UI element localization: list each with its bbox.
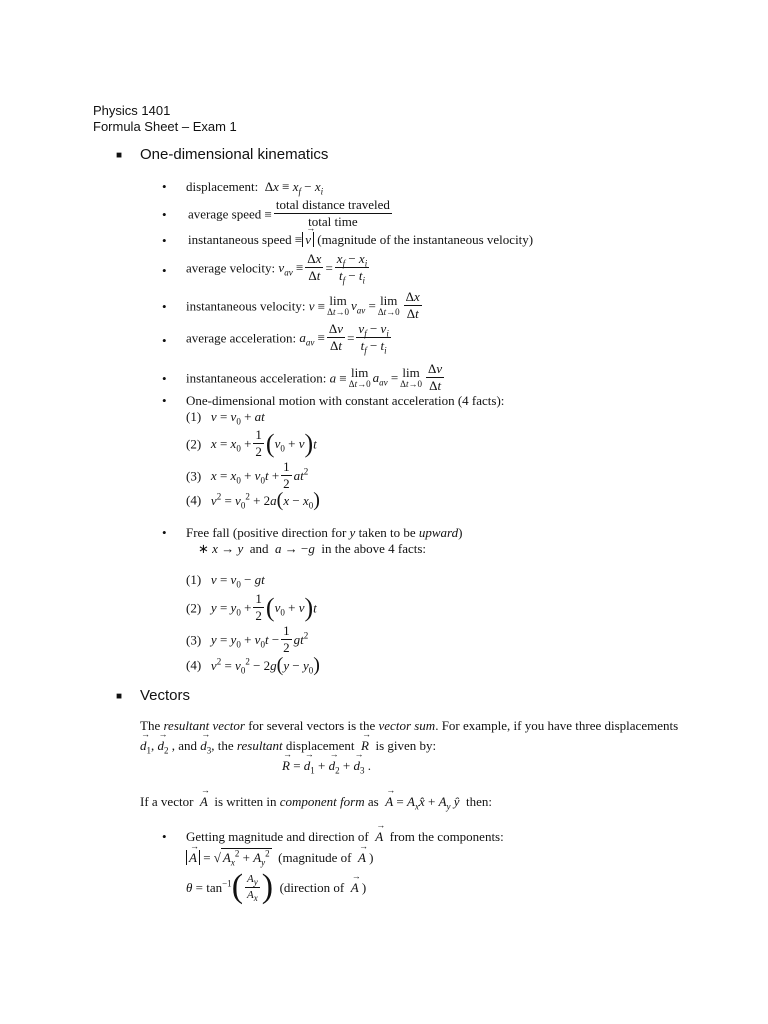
section-bullet-icon: ■ — [116, 691, 123, 702]
freefall-equation-1: (1) $v = v_0$ − gt — [186, 572, 265, 590]
vectors-paragraph-line-1 — [140, 719, 678, 732]
bullet-dot-icon: • — [162, 393, 167, 408]
equation-4: (4) $v^2 = v_0^2 + 2a(x - x_0)$ — [186, 489, 320, 511]
text: then: — [466, 794, 493, 809]
bullet-dot-icon: • — [162, 371, 167, 386]
numerator: total distance traveled — [274, 198, 392, 214]
eq-number: (3) — [186, 468, 202, 484]
denominator: total time — [308, 214, 358, 230]
emphasis: component form — [279, 794, 365, 809]
magnitude-direction-heading: Getting magnitude and direction of → A from the components: — [186, 830, 504, 843]
component-form-line: If a vector → A is written in component form as → $A = A_xx̂ + A_y$ ŷ then: — [140, 795, 492, 808]
text: (direction of — [279, 879, 345, 895]
sheet-subtitle: Formula Sheet – Exam 1 — [93, 119, 237, 134]
text: . For example, if you have three displacements — [435, 718, 679, 733]
label: average speed ≡ — [188, 206, 272, 222]
text: for several vectors is the — [244, 718, 379, 733]
eq-number: (2) — [186, 436, 202, 452]
note: (magnitude of the instantaneous velocity) — [317, 232, 534, 247]
emphasis: vector sum — [378, 718, 436, 733]
eq-number: (2) — [186, 600, 202, 616]
freefall-equation-3: (3) $y = y_0 + v_0t$ − $\frac{1}{2}$ $gt^2$ — [186, 623, 309, 656]
bullet-dot-icon: • — [162, 179, 167, 194]
direction-formula: $\theta = \tan^{-1}$( $\frac{A_y}{A_x}$ ) (direction of → A ) — [186, 870, 366, 904]
eq-number: (4) — [186, 657, 202, 673]
vectors-paragraph-line-2: → $d_1$, → $d_2$ , and → $d_3$, the resultant displacement → R is given by: — [140, 739, 436, 752]
label: displacement: — [186, 179, 259, 194]
formula-instantaneous-acceleration: instantaneous acceleration: a ≡ lim Δt→0 $a_{av}$ = lim Δt→0 $\frac{\Delta v}{\Delta t}$ — [186, 361, 443, 394]
text: is given by: — [375, 738, 437, 753]
label: instantaneous acceleration: — [186, 370, 327, 386]
text: ) — [458, 525, 463, 540]
emphasis: upward — [418, 525, 459, 540]
formula-displacement: displacement: $\Delta x \equiv x_f - x_i$ — [186, 179, 324, 197]
equation-1: (1) $v = v_0$ + at — [186, 409, 265, 427]
bullet-dot-icon: • — [162, 207, 167, 222]
eq-number: (1) — [186, 409, 202, 424]
text: ) — [369, 850, 374, 865]
freefall-equation-2: (2) $y = y_0$ + $\frac{1}{2}$ $(v_0 + v)t$ — [186, 591, 317, 624]
bullet-dot-icon: • — [162, 263, 167, 278]
freefall-heading: Free fall (positive direction for y taken to be upward) — [186, 525, 463, 540]
bullet-dot-icon: • — [162, 299, 167, 314]
bullet-dot-icon: • — [162, 525, 167, 540]
text: The — [140, 718, 164, 733]
freefall-substitution: ∗ x → y and a → −g in the above 4 facts: — [198, 541, 427, 556]
text: displacement — [282, 738, 355, 753]
formula-average-acceleration: average acceleration: $a_{av}$ ≡ $\frac{\Delta v}{\Delta t}$ = $\frac{v_f - v_i}{t_f - t_i}$ — [186, 321, 389, 356]
formula-instantaneous-speed: instantaneous speed ≡→ v (magnitude of the instantaneous velocity) — [188, 233, 533, 246]
text: and — [249, 541, 269, 556]
bullet-dot-icon: • — [162, 829, 167, 844]
text: taken to be — [355, 525, 419, 540]
text: as — [367, 794, 379, 809]
section-title-kinematics: One-dimensional kinematics — [140, 146, 329, 163]
label: instantaneous speed ≡ — [188, 232, 303, 247]
text: is written in — [214, 794, 277, 809]
formula-average-speed — [188, 198, 394, 230]
text: Free fall (positive direction for — [186, 525, 350, 540]
text: ) — [361, 879, 367, 895]
equation-3: (3) $x = x_0 + v_0t$ + $\frac{1}{2}$ $at^2$ — [186, 459, 309, 492]
label: average acceleration: — [186, 330, 297, 346]
bullet-dot-icon: • — [162, 333, 167, 348]
freefall-equation-4: (4) $v^2 = v_0^2 - 2g(y - y_0)$ — [186, 654, 320, 676]
formula-average-velocity: average velocity: $v_{av}$ ≡ $\frac{\Delta x}{\Delta t}$ = $\frac{x_f - x_i}{t_f - t_i}$ — [186, 251, 368, 286]
equation-2: (2) $x = x_0$ + $\frac{1}{2}$ $(v_0 + v)t$ — [186, 427, 317, 460]
resultant-equation: → R = → $d_1$ + → $d_2$ + → $d_3$ . — [282, 759, 371, 772]
text: (magnitude of — [278, 850, 352, 865]
text: from the components: — [389, 829, 504, 844]
bullet-dot-icon: • — [162, 233, 167, 248]
course-title: Physics 1401 — [93, 103, 171, 118]
label: instantaneous velocity: — [186, 298, 306, 314]
emphasis: resultant — [236, 738, 283, 753]
section-title-vectors: Vectors — [140, 687, 191, 704]
eq-number: (4) — [186, 492, 202, 508]
formula-instantaneous-velocity: instantaneous velocity: v ≡ lim Δt→0 $v_{av}$ = lim Δt→0 $\frac{\Delta x}{\Delta t}$ — [186, 289, 420, 322]
eq-number: (1) — [186, 572, 202, 587]
label: average velocity: — [186, 260, 276, 276]
text: If a vector — [140, 794, 194, 809]
eq-number: (3) — [186, 632, 202, 648]
text: Getting magnitude and direction of — [186, 829, 369, 844]
text: in the above 4 facts: — [321, 541, 427, 556]
section-bullet-icon: ■ — [116, 150, 123, 161]
text: , the — [211, 738, 237, 753]
magnitude-formula: → A = √ $A_x^2 + A_y^2$ (magnitude of → A ) — [186, 851, 374, 864]
emphasis: resultant vector — [163, 718, 245, 733]
const-accel-heading: One-dimensional motion with constant acceleration (4 facts): — [186, 393, 505, 408]
